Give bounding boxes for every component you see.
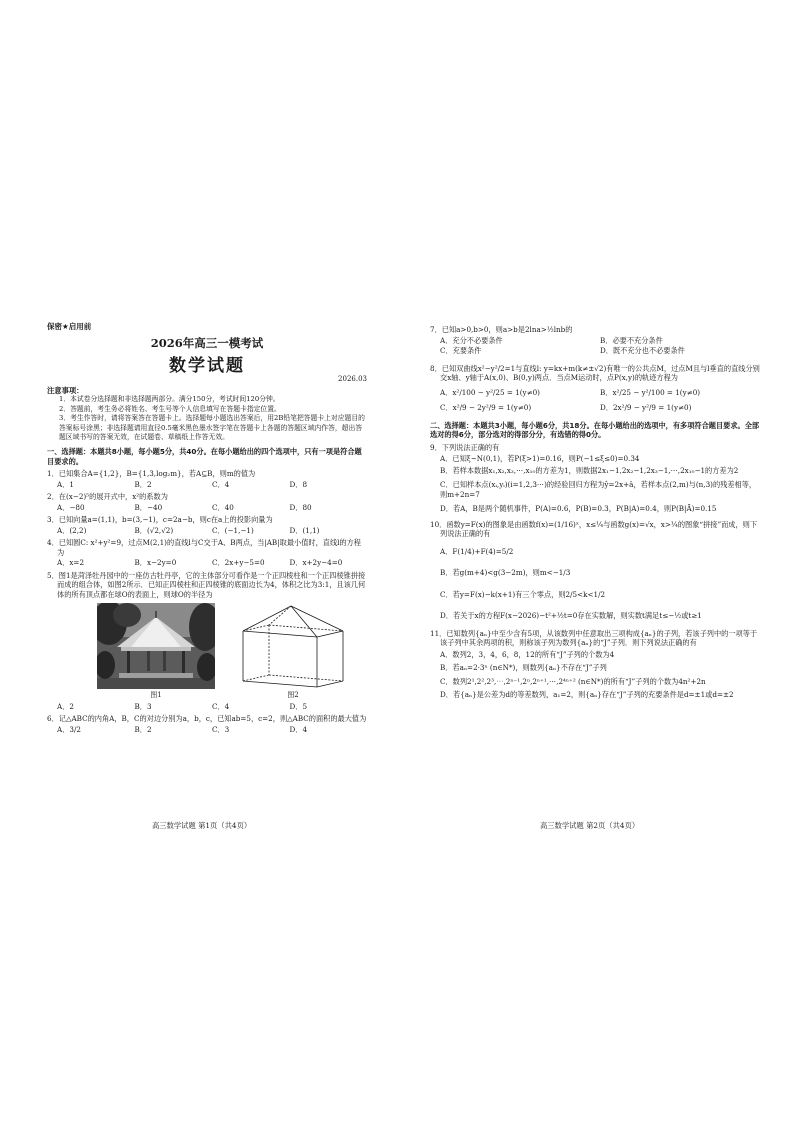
figure-1-caption: 图1 [150, 691, 162, 700]
notice-1: 1．本试卷分选择题和非选择题两部分。满分150分，考试时间120分钟。 [59, 395, 280, 404]
option-c: C．4 [212, 701, 230, 711]
exam-date: 2026.03 [338, 374, 367, 383]
option-c: C．已知样本点(xᵢ,yᵢ)(i=1,2,3⋯)的经验回归方程为ŷ=2x+â，若样本点(2,m)与(n,3)的残差相等，则m+2n=7 [440, 480, 757, 499]
option-a: A．(2,2) [57, 525, 87, 535]
section-1-heading: 一、选择题：本题共8小题，每小题5分，共40分。在每小题给出的四个选项中，只有一项是符合题目要求的。 [47, 446, 362, 466]
option-c: C．4 [212, 479, 230, 489]
subject-title: 数学试题 [169, 356, 245, 377]
option-b: B．3 [134, 701, 152, 711]
option-b: B．−40 [134, 502, 163, 512]
page-1-column [47, 322, 367, 734]
option-c: C．充要条件 [440, 346, 482, 355]
option-c: C．3 [212, 724, 230, 734]
option-b: B．若样本数据x₁,x₂,x₃,⋯,x₁₀的方差为1，则数据2x₁−1,2x₂−1,2x₃−1,⋯,2x₁₀−1的方差为2 [440, 465, 739, 475]
question-4 [47, 538, 367, 568]
option-d: D．4 [289, 724, 308, 734]
option-a: A．已知ξ~N(0,1)，若P(ξ>1)=0.16，则P(−1≤ξ≤0)=0.34 [440, 454, 640, 464]
figures [47, 603, 367, 700]
option-d: D．5 [289, 701, 308, 711]
question-2 [47, 492, 367, 512]
option-c: C．x²/9 − 2y²/9 = 1(y≠0) [440, 403, 532, 412]
question-7 [430, 325, 760, 356]
option-b: B．2 [134, 479, 152, 489]
option-b: B．x²/25 − y²/100 = 1(y≠0) [600, 387, 701, 397]
option-d: D．x+2y−4=0 [289, 558, 343, 568]
page-2-footer: 高三数学试题 第2页（共4页） [540, 821, 640, 830]
option-a: A．2 [57, 701, 74, 711]
option-d: D．2x²/9 − y²/9 = 1(y≠0) [600, 403, 692, 412]
option-b: B．若g(m+4)<g(3−2m)，则m<−1/3 [440, 568, 571, 578]
question-stem: 5．图1是菏泽牡丹园中的一座仿古牡丹亭，它的主体部分可看作是一个正四棱柱和一个正四棱锥拼接而成的组合体，如图2所示．已知正四棱柱和正四棱锥的底面边长为4，体积之比为3:1，且该几何体的所有顶点都在球O的表面上，则球O的半径为 [47, 570, 366, 599]
question-stem: 9．下列说法正确的有 [430, 442, 500, 452]
option-c: C．2x+y−5=0 [212, 558, 265, 568]
option-d: D．若关于x的方程F(x−2026)−t²+½t=0存在实数解，则实数t满足t≤−½或t≥1 [440, 611, 702, 621]
option-a: A．F(1/4)+F(4)=5/2 [440, 546, 514, 556]
notice-heading: 注意事项： [47, 385, 84, 395]
option-a: A．x²/100 − y²/25 = 1(y≠0) [440, 387, 540, 397]
figure-1 [97, 603, 215, 700]
question-10 [430, 520, 760, 621]
option-d: D．8 [289, 479, 308, 489]
option-b: B．2 [134, 724, 152, 734]
question-5 [47, 571, 367, 711]
option-c: C．40 [212, 502, 234, 512]
question-stem: 11．已知数列{aₙ}中至少含有5项，从该数列中任意取出三项构成{aₙ}的子列，若该子列中的一项等于该子列中其余两项的积，则称该子列为数列{aₙ}的“J”子列．则下列说法正确的有 [430, 628, 758, 648]
option-b: B．必要不充分条件 [600, 335, 663, 345]
question-6 [47, 714, 367, 734]
option-d: D．若{aₙ}是公差为d的等差数列，a₁=2，则{aₙ}存在“J”子列的充要条件是d=±1或d=±2 [440, 690, 734, 700]
question-stem: 3．已知向量a=(1,1)，b=(3,−1)，c=2a−b，则c在a上的投影向量为 [47, 515, 273, 525]
option-d: D．既不充分也不必要条件 [600, 346, 685, 355]
question-stem: 6．记△ABC的内角A，B，C的对边分别为a，b，c，已知ab=5，c=2，则△ABC的面积的最大值为 [47, 714, 367, 724]
section-2-heading: 二、选择题：本题共3小题，每小题6分，共18分。在每小题给出的选项中，有多项符合题目要求。全部选对的得6分，部分选对的得部分分，有选错的得0分。 [430, 420, 760, 440]
question-11 [430, 629, 760, 700]
question-stem: 4．已知圆C: x²+y²=9，过点M(2,1)的直线l与C交于A、B两点，当|AB|取最小值时，直线l的方程为 [47, 538, 361, 557]
question-1 [47, 469, 367, 489]
option-b: B．若aₙ=2·3ⁿ (n∈N*)，则数列{aₙ}不存在“J”子列 [440, 663, 607, 673]
option-c: C．若y=F(x)−k(x+1)有三个零点，则2/5<k<1/2 [440, 589, 606, 599]
pavilion-photo [97, 603, 215, 689]
question-stem: 1．已知集合A={1,2}，B={1,3,log₂m}，若A⊆B，则m的值为 [47, 469, 256, 479]
confidential-label: 保密★启用前 [47, 322, 92, 331]
option-b: B．x−2y=0 [134, 558, 177, 568]
figure-2 [233, 603, 353, 700]
option-c: C．数列2¹,2²,2³,⋯,2ⁿ⁻¹,2ⁿ,2ⁿ⁺¹,⋯,2⁴ⁿ⁺² (n∈N*)的所有“J”子列的个数为4n²+2n [440, 676, 706, 686]
option-c: C．(−1,−1) [212, 525, 254, 535]
option-d: D．(1,1) [289, 525, 320, 535]
question-stem: 10．函数y=F(x)的图象是由函数f(x)=(1/16)ˣ，x≤¼与函数g(x)=√x，x>¼的图象“拼接”而成，则下列说法正确的有 [430, 519, 758, 539]
option-a: A．数列2，3，4，6，8，12的所有“J”子列的个数为4 [440, 649, 615, 659]
option-a: A．充分不必要条件 [440, 335, 503, 345]
option-a: A．3/2 [57, 724, 81, 734]
option-a: A．−80 [57, 502, 85, 512]
option-b: B．(√2,√2) [134, 525, 174, 535]
exam-title: 2026年高三一模考试 [150, 335, 264, 350]
figure-2-caption: 图2 [287, 691, 299, 700]
option-a: A．1 [57, 479, 74, 489]
option-a: A．x=2 [57, 558, 85, 568]
option-d: D．80 [289, 502, 312, 512]
question-stem: 2．在(x−2)⁵的展开式中，x²的系数为 [47, 492, 168, 502]
notice-3: 3．考生作答时，请将答案答在答题卡上。选择题每小题选出答案后，用2B铅笔把答题卡上对应题目的答案标号涂黑；非选择题请用直径0.5毫米黑色墨水签字笔在答题卡上各题的答题区域内作答，超出答题区域书写的答案无效，在试题卷、草稿纸上作答无效。 [59, 414, 365, 442]
question-9 [430, 443, 760, 514]
question-8 [430, 364, 760, 413]
prism-pyramid-diagram [233, 603, 353, 689]
pavilion-photo-icon [97, 603, 215, 689]
question-stem: 7．已知a>0,b>0，则a>b是2lna>½lnb的 [430, 325, 573, 334]
page-1-footer: 高三数学试题 第1页（共4页） [152, 821, 252, 830]
option-d: D．若A，B是两个随机事件，P(A)=0.6，P(B)=0.3，P(B|A)=0.4，则P(B|Ā)=0.15 [440, 504, 717, 514]
question-stem: 8．已知双曲线x²−y²/2=1与直线l: y=kx+m(k≠±√2)有唯一的公共点M，过点M且与l垂直的直线分别交x轴、y轴于A(x,0)、B(0,y)两点．当点M运动时，点P(x,y)的轨迹方程为 [430, 363, 760, 382]
notice-2: 2．答题前，考生务必将姓名、考生号等个人信息填写在答题卡指定位置。 [59, 404, 281, 413]
page-2-column [430, 322, 760, 700]
question-3 [47, 515, 367, 535]
